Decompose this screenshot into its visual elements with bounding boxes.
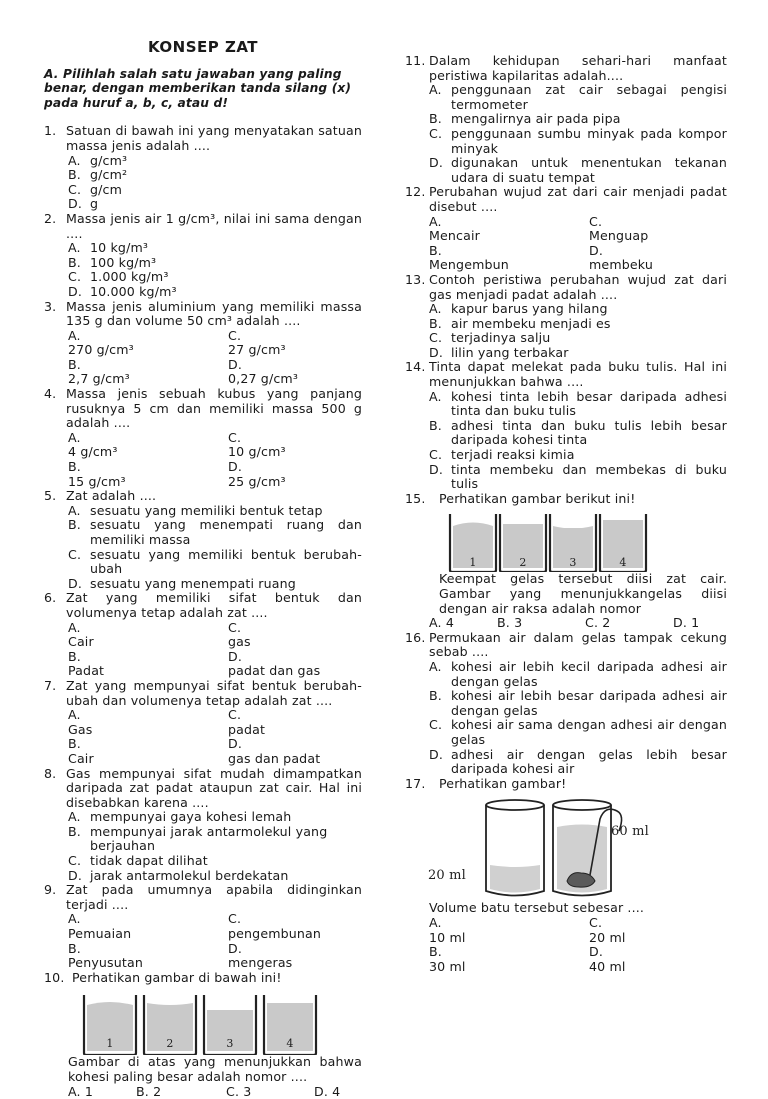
option[interactable]: A. 4 g/cm³ xyxy=(68,429,118,460)
option[interactable]: C. tidak dapat dilihat xyxy=(68,853,208,869)
page-title: KONSEP ZAT xyxy=(147,38,259,56)
option[interactable]: D. lilin yang terbakar xyxy=(429,344,569,360)
question-2 xyxy=(44,212,362,241)
question-number: 3. xyxy=(44,298,57,314)
glass-number: 2 xyxy=(519,556,527,570)
question-stem: Zat adalah .... xyxy=(66,488,157,504)
question-15 xyxy=(405,492,727,507)
question-7 xyxy=(44,679,362,708)
option[interactable]: A. 1 xyxy=(68,1083,94,1099)
four-glasses-illustration xyxy=(445,514,685,572)
option[interactable]: B. 3 xyxy=(497,615,523,631)
glass-number: 3 xyxy=(569,556,577,570)
question-number: 12. xyxy=(405,184,426,200)
glass-number: 2 xyxy=(166,1037,174,1051)
option[interactable]: C. kohesi air sama dengan adhesi air dengan gelas xyxy=(429,717,727,747)
question-number: 8. xyxy=(44,765,57,781)
question-number: 5. xyxy=(44,488,57,504)
option[interactable]: C. g/cm xyxy=(68,181,123,197)
question-1 xyxy=(44,124,362,153)
option[interactable]: D. membeku xyxy=(589,242,653,273)
question-stem: Dalam kehidupan sehari-hari manfaat peristiwa kapilaritas adalah.... xyxy=(429,53,727,83)
option[interactable]: B. Penyusutan xyxy=(68,940,143,971)
option[interactable]: B. 2,7 g/cm³ xyxy=(68,356,130,387)
options-grid xyxy=(44,329,362,387)
option[interactable]: D. 40 ml xyxy=(589,944,626,974)
volume-label-right: 60 ml xyxy=(611,824,649,840)
question-number: 16. xyxy=(405,629,426,645)
instruction-text: A. Pilihlah salah satu jawaban yang paling benar, dengan memberikan tanda silang (x) pada huruf a, b, c, atau d! xyxy=(44,66,352,110)
option[interactable]: D. 10.000 kg/m³ xyxy=(68,283,177,299)
options-grid xyxy=(44,708,362,766)
option[interactable]: B. mengalirnya air pada pipa xyxy=(429,111,621,127)
option[interactable]: D. jarak antarmolekul berdekatan xyxy=(68,867,289,883)
figure-caption: Keempat gelas tersebut diisi zat cair. Gambar yang menunjukkangelas diisi dengan air raksa adalah nomor xyxy=(439,571,727,616)
option[interactable]: D. gas dan padat xyxy=(228,736,321,766)
option[interactable]: A. mempunyai gaya kohesi lemah xyxy=(68,809,292,825)
option[interactable]: A. kohesi air lebih kecil daripada adhesi air dengan gelas xyxy=(429,658,727,689)
option[interactable]: A. g/cm³ xyxy=(68,152,128,168)
four-glasses-illustration xyxy=(78,995,358,1055)
question-8 xyxy=(44,767,362,811)
option[interactable]: C. 3 xyxy=(226,1083,252,1099)
options-grid xyxy=(44,431,362,489)
question-stem: Zat yang mempunyai sifat bentuk berubah-ubah dan volumenya tetap adalah zat .... xyxy=(66,677,362,708)
question-stem: Zat yang memiliki sifat bentuk dan volumenya tetap adalah zat .... xyxy=(66,590,362,620)
option[interactable]: A. sesuatu yang memiliki bentuk tetap xyxy=(68,502,323,518)
question-number: 2. xyxy=(44,210,57,226)
question-stem: Massa jenis sebuah kubus yang panjang rusuknya 5 cm dan memiliki massa 500 g adalah .... xyxy=(66,386,362,431)
options-grid xyxy=(405,215,727,273)
question-number: 4. xyxy=(44,386,57,402)
glass-number: 3 xyxy=(226,1037,234,1051)
question-stem: Zat pada umumnya apabila didinginkan terjadi .... xyxy=(66,882,362,912)
option[interactable]: A. 4 xyxy=(429,615,455,631)
question-stem: Perhatikan gambar di bawah ini! xyxy=(72,969,282,985)
question-stem: Permukaan air dalam gelas tampak cekung sebab .... xyxy=(429,629,727,660)
question-11 xyxy=(405,54,727,83)
option[interactable]: D. padat dan gas xyxy=(228,648,321,679)
option[interactable]: B. 15 g/cm³ xyxy=(68,459,126,489)
option[interactable]: B. Padat xyxy=(68,648,105,679)
option[interactable]: B. Cair xyxy=(68,736,94,766)
option[interactable]: C. 20 ml xyxy=(589,914,626,945)
option[interactable]: C. gas xyxy=(228,619,251,650)
option[interactable]: A. 10 ml xyxy=(429,914,466,945)
option[interactable]: B. g/cm² xyxy=(68,167,128,183)
question-stem: Perubahan wujud zat dari cair menjadi padat disebut .... xyxy=(429,184,727,214)
option[interactable]: C. pengembunan xyxy=(228,911,322,942)
question-number: 6. xyxy=(44,590,57,606)
question-3 xyxy=(44,300,362,329)
figure-caption: Gambar di atas yang menunjukkan bahwa kohesi paling besar adalah nomor .... xyxy=(68,1054,362,1084)
option[interactable]: B. 2 xyxy=(136,1083,162,1099)
question-number: 7. xyxy=(44,677,57,693)
option[interactable]: A. Cair xyxy=(68,619,94,650)
question-12 xyxy=(405,185,727,214)
glass-number: 1 xyxy=(106,1037,114,1051)
question-stem: Contoh peristiwa perubahan wujud zat dari gas menjadi padat adalah .... xyxy=(429,271,727,302)
option[interactable]: C. 1.000 kg/m³ xyxy=(68,269,169,285)
question-stem: Massa jenis air 1 g/cm³, nilai ini sama dengan .... xyxy=(66,210,362,241)
option[interactable]: A. 10 kg/m³ xyxy=(68,240,149,256)
option[interactable]: A. penggunaan zat cair sebagai pengisi termometer xyxy=(429,82,727,112)
option[interactable]: B. 100 kg/m³ xyxy=(68,254,157,270)
question-stem: Satuan di bawah ini yang menyatakan satuan massa jenis adalah .... xyxy=(66,123,362,153)
option[interactable]: B. air membeku menjadi es xyxy=(429,315,611,331)
figure-caption: Volume batu tersebut sebesar .... xyxy=(429,900,645,916)
option[interactable]: D. sesuatu yang menempati ruang xyxy=(68,575,296,591)
option[interactable]: C. penggunaan sumbu minyak pada kompor minyak xyxy=(429,125,727,156)
question-number: 10. xyxy=(44,969,65,985)
question-4 xyxy=(44,387,362,431)
option[interactable]: D. adhesi air dengan gelas lebih besar daripada kohesi air xyxy=(429,746,727,777)
option[interactable]: B. 30 ml xyxy=(429,944,466,974)
glass-number: 4 xyxy=(286,1037,294,1051)
question-10 xyxy=(44,971,362,986)
option[interactable]: D. 1 xyxy=(673,615,700,631)
cylinder-left xyxy=(486,800,544,896)
option[interactable]: C. terjadinya salju xyxy=(429,330,551,346)
question-stem: Gas mempunyai sifat mudah dimampatkan daripada zat padat ataupun zat cair. Hal ini disebabkan karena .... xyxy=(66,765,362,810)
question-stem: Perhatikan gambar! xyxy=(439,775,567,791)
option[interactable]: D. g xyxy=(68,196,99,212)
glass-number: 1 xyxy=(469,556,477,570)
question-stem: Tinta dapat melekat pada buku tulis. Hal ini menunjukkan bahwa .... xyxy=(429,359,727,390)
option[interactable]: C. 10 g/cm³ xyxy=(228,429,286,460)
option[interactable]: A. Mencair xyxy=(429,213,480,244)
option[interactable]: A. kapur barus yang hilang xyxy=(429,301,608,317)
stone-volume-figure xyxy=(405,797,685,901)
question-number: 9. xyxy=(44,882,57,898)
options-row xyxy=(405,616,727,631)
options-row xyxy=(44,1085,362,1099)
right-column xyxy=(405,54,727,974)
option[interactable]: C. Menguap xyxy=(589,213,649,244)
option[interactable]: A. 270 g/cm³ xyxy=(68,327,134,358)
question-14 xyxy=(405,360,727,389)
question-stem: Massa jenis aluminium yang memiliki massa 135 g dan volume 50 cm³ adalah .... xyxy=(66,298,362,329)
question-13 xyxy=(405,273,727,302)
options-grid xyxy=(405,916,727,974)
option[interactable]: D. 25 g/cm³ xyxy=(228,459,286,489)
option[interactable]: A. Gas xyxy=(68,707,93,737)
glasses-figure-q15 xyxy=(445,514,685,572)
option[interactable]: A. kohesi tinta lebih besar daripada adhesi tinta dan buku tulis xyxy=(429,388,727,419)
question-number: 17. xyxy=(405,775,426,791)
option[interactable]: B. mempunyai jarak antarmolekul yang berjauhan xyxy=(68,823,328,854)
left-column xyxy=(44,0,362,1099)
option[interactable]: B. Mengembun xyxy=(429,242,509,273)
question-number: 15. xyxy=(405,490,426,506)
options-grid xyxy=(44,912,362,970)
option[interactable]: A. Pemuaian xyxy=(68,911,132,942)
question-number: 1. xyxy=(44,123,57,139)
option[interactable]: C. terjadi reaksi kimia xyxy=(429,447,575,463)
option[interactable]: D. mengeras xyxy=(228,940,293,971)
option[interactable]: D. tinta membeku dan membekas di buku tulis xyxy=(429,461,727,492)
question-number: 13. xyxy=(405,271,426,287)
option[interactable]: D. digunakan untuk menentukan tekanan udara di suatu tempat xyxy=(429,155,727,185)
option[interactable]: B. kohesi air lebih besar daripada adhesi air dengan gelas xyxy=(429,688,727,718)
question-number: 11. xyxy=(405,53,426,68)
option[interactable]: C. sesuatu yang memiliki bentuk berubah-ubah xyxy=(68,546,362,577)
glass-number: 4 xyxy=(619,556,627,570)
option[interactable]: B. adhesi tinta dan buku tulis lebih besar daripada kohesi tinta xyxy=(429,417,727,448)
options-grid xyxy=(44,621,362,679)
question-9 xyxy=(44,883,362,912)
question-number: 14. xyxy=(405,359,426,375)
volume-label-left: 20 ml xyxy=(428,868,466,884)
option[interactable]: C. 27 g/cm³ xyxy=(228,327,286,358)
question-stem: Perhatikan gambar berikut ini! xyxy=(439,490,636,506)
cylinder-right xyxy=(553,800,622,896)
question-5 xyxy=(44,489,362,504)
question-6 xyxy=(44,591,362,620)
question-16 xyxy=(405,631,727,660)
measuring-cylinders-illustration xyxy=(405,797,685,901)
question-17 xyxy=(405,777,727,792)
option[interactable]: C. padat xyxy=(228,707,266,737)
option[interactable]: D. 0,27 g/cm³ xyxy=(228,356,299,387)
option[interactable]: C. 2 xyxy=(585,615,611,631)
option[interactable]: B. sesuatu yang menempati ruang dan memiliki massa xyxy=(68,517,362,547)
option[interactable]: D. 4 xyxy=(314,1083,341,1099)
glasses-figure-q10 xyxy=(78,995,358,1055)
